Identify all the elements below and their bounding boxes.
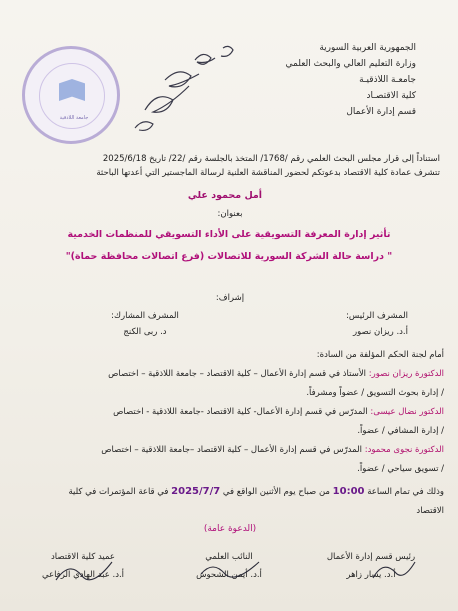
member-specialty: / إدارة بحوث التسويق / عضواً ومشرفاً.: [306, 388, 444, 398]
researcher-name: أمل محمود علي: [187, 190, 263, 201]
schedule-line: وذلك في تمام الساعة 10:00 من صباح يوم الأثنين الواقع في 2025/7/7 في قاعة المؤتمرات في كلية: [68, 486, 444, 497]
committee-member: [16, 403, 444, 422]
letterhead-line: وزارة التعليم العالي والبحث العلمي: [285, 59, 416, 69]
signature-name: أ.د. عبد الهادي الرفاعي: [41, 570, 125, 580]
letterhead-line: قسم إدارة الأعمال: [346, 107, 416, 117]
letterhead-line: الجمهورية العربية السورية: [319, 43, 416, 53]
logo-caption: جامعة اللاذقية: [59, 115, 89, 121]
intro-paragraph: [20, 152, 440, 180]
supervision-label: إشراف:: [215, 293, 245, 303]
signature-name: أ.د. أيمن الشحوش: [196, 570, 262, 580]
schedule-paragraph: [16, 482, 444, 521]
signature-mark: [196, 556, 266, 586]
member-specialty: / تسويق سياحي / عضواً.: [357, 464, 444, 474]
main-supervisor-label: المشرف الرئيس:: [346, 311, 408, 321]
co-supervisor-name: د. ربى الكنج: [123, 327, 167, 337]
thesis-title-line: تأثير إدارة المعرفة التسويقية على الأداء التسويقي للمنظمات الخدمية: [67, 229, 391, 240]
main-supervisor: [258, 308, 408, 340]
signature-name: أ.د. يسار زاهر: [346, 570, 396, 580]
defense-date: 2025/7/7: [171, 486, 221, 497]
signature-title: النائب العلمي: [205, 552, 253, 562]
member-name: الدكتورة نجوى محمود:: [364, 445, 444, 455]
member-role: الأستاذ في قسم إدارة الأعمال – كلية الاقتصاد – جامعة اللاذقية – اختصاص: [108, 369, 369, 379]
member-role: المدرّس في قسم إدارة الأعمال – كلية الاقتصاد –جامعة اللاذقية – اختصاص: [101, 445, 365, 455]
letterhead-line: جامعـة اللاذقيـة: [359, 75, 416, 85]
co-supervisor-label: المشرف المشارك:: [111, 311, 179, 321]
intro-line: تتشرف عمادة كلية الاقتصاد بدعوتكم لحضور المناقشة العلنية لرسالة الماجستير التي أعدتها الباحثة: [96, 168, 440, 178]
letterhead-line: كلية الاقتصـاد: [366, 91, 416, 101]
committee-intro: أمام لجنة الحكم المؤلفة من السادة:: [316, 350, 444, 360]
public-invitation: (الدعوة عامة): [203, 524, 257, 534]
signature-mark: [368, 556, 428, 586]
intro-line: استناداً إلى قرار مجلس البحث العلمي رقم /1768/ المتخذ بالجلسة رقم /22/ تاريخ 2025/6/18: [102, 154, 440, 164]
signature-title: عميد كلية الاقتصاد: [51, 552, 115, 562]
member-role: المدرّس في قسم إدارة الأعمال- كلية الاقتصاد -جامعة اللاذقية - اختصاص: [113, 407, 371, 417]
signature-title: رئيس قسم إدارة الأعمال: [326, 552, 416, 562]
handwritten-annotation: [125, 40, 245, 135]
member-specialty: / إدارة المشافي / عضواً.: [357, 426, 444, 436]
letterhead: [216, 40, 416, 120]
committee-section: [16, 346, 444, 479]
committee-member: [16, 365, 444, 384]
schedule-line: الاقتصاد: [416, 506, 444, 516]
co-supervisor: [70, 308, 220, 340]
university-logo: [22, 46, 120, 144]
main-supervisor-name: أ.د. ريزان نصور: [353, 327, 408, 337]
signature-mark: [50, 556, 120, 586]
committee-member: [16, 441, 444, 460]
titled-label: بعنوان:: [217, 209, 243, 219]
thesis-title-line: " دراسة حالة الشركة السورية للاتصالات (فرع اتصالات محافظة حماة)": [65, 251, 393, 262]
member-name: الدكتورة ريزان نصور:: [368, 369, 444, 379]
member-name: الدكتور نضال عيسى:: [370, 407, 444, 417]
thesis-title: [16, 224, 442, 268]
defense-time: 10:00: [332, 486, 365, 497]
